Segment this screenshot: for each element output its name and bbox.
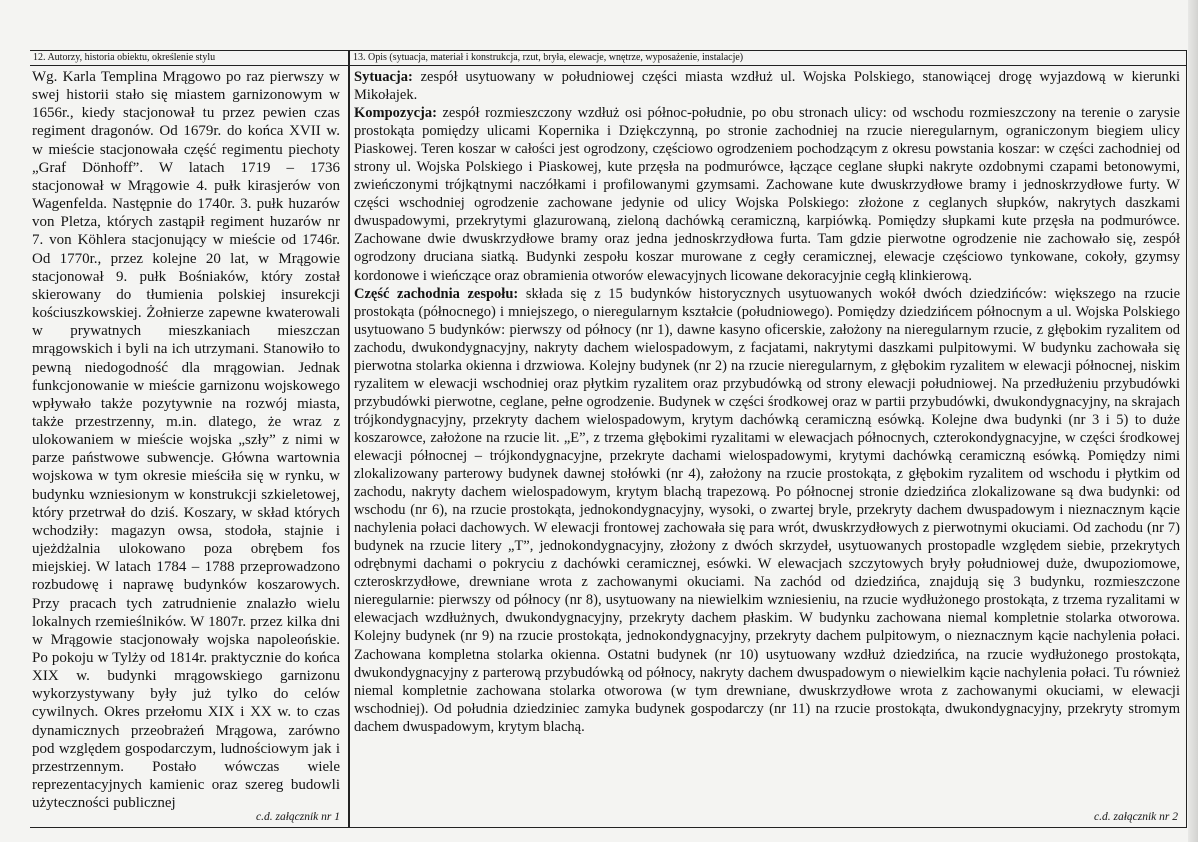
scan-edge-shadow [1188, 0, 1198, 842]
sytuacja-paragraph [354, 68, 1180, 104]
history-section-header: 12. Autorzy, historia obiektu, określenie stylu [30, 51, 348, 66]
description-section-header: 13. Opis (sytuacja, materiał i konstrukcja, rzut, bryła, elewacje, wnętrze, wyposażenie, instalacje) [350, 51, 1186, 66]
kompozycja-label: Kompozycja: [354, 105, 437, 122]
form-sheet [30, 50, 1187, 828]
kompozycja-text: zespół rozmieszczony wzdłuż osi północ-południe, po obu stronach ulicy: od wschodu rozmieszczony na terenie o zarysie prostokąta pomiędzy ulicami Kopernika i Dziękczynną, po stronie zachodniej na rzucie nieregularnym, ograniczonym biegiem ulicy Piaskowej. Teren koszar w całości jest ogrodzony, częściowo ogrodzeniem pochodzącym z okresu powstania koszar: w części zachodniej od strony ul. Wojska Polskiego i Piaskowej, kute przęsła na podmurówce, łączące ceglane słupki nakryte ozdobnymi czapami betonowymi, zwieńczonymi trójkątnymi naczółkami i profilowanymi gzymsami. Zachowane kute dwuskrzydłowe bramy i jednoskrzydłowe furty. W części wschodniej ogrodzenie zachowane jedynie od ulicy Wojska Polskiego: złożone z ceglanych słupków, nakrytych daszkami dwuspadowymi, przekrytymi glazurowaną, zieloną dachówką ceramiczną, karpiówką. Pomiędzy słupkami kute przęsła na podmurówce. Zachowane dwie dwuskrzydłowe bramy oraz jedna jednoskrzydłowa furta. Tam gdzie pierwotne ogrodzenie nie zachowało się, zespół ogrodzony druciana siatką. Budynki zespołu koszar murowane z cegły ceramicznej, elewacje częściowo tynkowane, cokoły, gzymsy kordonowe i wieńczące oraz obramienia otworów elewacyjnych licowane dekoracyjnie cegłą klinkierową. [354, 105, 1180, 284]
history-text: Wg. Karla Templina Mrągowo po raz pierwszy w swej historii stało się miastem garnizonowym w 1656r., kiedy stacjonował tu przez pewien czas regiment dragonów. Od 1679r. do końca XVII w. w mieście stacjonowała część regimentu piechoty „Graf Dönhoff”. W latach 1719 – 1736 stacjonował w Mrągowie 4. pułk kirasjerów von Wagenfelda. Następnie do 1740r. 3. pułk huzarów von Pletza, których zastąpił regiment huzarów nr 7. von Köhlera stacjonujący w mieście od 1746r. Od 1770r., przez kolejne 20 lat, w Mrągowie stacjonował 9. pułk Bośniaków, który został skierowany do tłumienia polskiej insurekcji kościuszkowskiej. Żołnierze zapewne kwaterowali w prywatnych mieszkaniach mieszczan mrągowskich i byli na ich utrzymani. Stanowiło to pewną niedogodność dla mrągowian. Jednak funkcjonowanie w mieście garnizonu wojskowego wpływało także pozytywnie na rozwój miasta, także przestrzenny, m.in. dlatego, że wraz z ulokowaniem w mieście wojska „szły” z nimi w parze państwowe subwencje. Główna wartownia wojskowa w tym okresie mieściła się w rynku, w budynku wzniesionym w konstrukcji szkieletowej, który przetrwał do dziś. Koszary, w skład których wchodziły: magazyn owsa, stodoła, stajnie i ujeżdżalnia ulokowano poza obrębem fos miejskiej. W latach 1784 – 1788 przeprowadzono rozbudowę i naprawę budynków koszarowych. Przy pracach tych zatrudnienie znalazło wielu lokalnych rzemieślników. W 1807r. przez kilka dni w Mrągowie stacjonowały wojska napoleońskie. Po pokoju w Tylży od 1814r. praktycznie do końca XIX w. budynki mrągowskiego garnizonu wykorzystywany były już tylko do celów cywilnych. Okres przełomu XIX i XX w. to czas dynamicznych przeobrażeń Mrągowa, zarówno pod względem gospodarczym, ludnościowym jak i przestrzennym. Postało wówczas wiele reprezentacyjnych kamienic oraz szereg budowli użyteczności publicznej [32, 69, 340, 812]
sytuacja-text: zespół usytuowany w południowej części miasta wzdłuż ul. Wojska Polskiego, stanowiącej drogę wyjazdową w kierunki Mikołajek. [354, 69, 1180, 104]
zachodnia-label: Część zachodnia zespołu: [354, 285, 519, 302]
description-column [350, 51, 1186, 827]
zachodnia-text: składa się z 15 budynków historycznych usytuowanych wokół dwóch dziedzińców: większego na rzucie prostokąta (północnego) i mniejszego, o nieregularnym kształcie (południowego). Pomiędzy dziedzińcem północnym a ul. Wojska Polskiego usytuowano 5 budynków: pierwszy od północy (nr 1), dawne kasyno oficerskie, założony na nieregularnym rzucie, z głębokim ryzalitem od zachodu, dwukondygnacyjny, nakryty dachem wielospadowym, z facjatami, nakrytymi daszkami pulpitowymi. W budynku zachowała się pierwotna stolarka okienna i drzwiowa. Kolejny budynek (nr 2) na rzucie nieregularnym, z głębokim ryzalitem w elewacji północnej, niskim ryzalitem w elewacji wschodniej oraz płytkim ryzalitem oraz przybudówką od strony elewacji południowej. Na przedłużeniu przybudówki przybudówki pierwotne, ceglane, pełne ogrodzenie. Budynek w części środkowej oraz w partii przybudówki, dwukondygnacyjny, na skrajach trójkondygnacyjny, przekryty dachem wielospadowym, krytym dachówką ceramiczną esówką. Kolejne dwa budynki (nr 3 i 5) to duże koszarowce, założone na rzucie lit. „E”, z trzema głębokimi ryzalitami w elewacjach północnych, czterokondygnacyjne, w części środkowej elewacji północnej – trójkondygnacyjne, przekryte dachami wielospadowymi, krytymi dachówką ceramiczną esówką. Pomiędzy nimi zlokalizowany parterowy budynek dawnej stołówki (nr 4), założony na rzucie prostokąta, z głębokim ryzalitem od wschodu i płytkim od zachodu, nakryty dachem wielospadowym, krytym blachą trapezową. Po północnej stronie dziedzińca zlokalizowane są dwa budynki: od wschodu (nr 6), na rzucie prostokąta, jednokondygnacyjny, wysoki, o zwartej bryle, przekryty dachem dwuspadowym i nieznacznym kącie nachylenia połaci dachowych. W elewacji frontowej zachowała się para wrót, dwuskrzydłowych z pierwotnymi okuciami. Od zachodu (nr 7) budynek na rzucie litery „T”, jednokondygnacyjny, złożony z dwóch skrzydeł, usytuowanych prostopadle względem siebie, przekrytych odrębnymi dachami o pokryciu z dachówki ceramicznej, esówki. W elewacjach szczytowych bryły południowej duże, dwupoziomowe, czteroskrzydłowe, drewniane wrota z zachowanymi okuciami. Na zachód od dziedzińca, znajdują się 3 budynku, rozmieszczone nieregularnie: pierwszy od północy (nr 8), usytuowany na niewielkim wzniesieniu, na rzucie wydłużonego prostokąta, z trzema ryzalitami w elewacjach wzdłużnych, dwukondygnacyjny, przekryty dachem płaskim. W budynku zachowana niemal kompletnie stolarka otworowa. Kolejny budynek (nr 9) na rzucie prostokąta, jednokondygnacyjny, przekryty dachem pulpitowym, o nieznacznym kącie nachylenia połaci. Zachowana kompletna stolarka okienna. Ostatni budynek (nr 10) usytuowany wzdłuż dziedzińca, na rzucie wydłużonego prostokąta, dwukondygnacyjny z parterową przybudówką od północy, nakryty dachem dwuspadowym o niewielkim kącie nachylenia połaci. Tu również niemal kompletnie zachowana stolarka otworowa (w tym drewniane, dwuskrzydłowe wrota z zachowanymi okuciami, w elewacji wschodniej). Od południa dziedziniec zamyka budynek gospodarczy (nr 11) na rzucie prostokąta, dwukondygnacyjny, przekryty stromym dachem dwuspadowym, krytym blachą. [354, 285, 1181, 735]
history-continuation-note: c.d. załącznik nr 1 [255, 811, 340, 823]
history-column [30, 51, 350, 827]
description-continuation-note: c.d. załącznik nr 2 [1093, 811, 1178, 823]
sytuacja-label: Sytuacja: [354, 69, 413, 85]
description-text [350, 66, 1186, 736]
kompozycja-paragraph [354, 104, 1180, 284]
zachodnia-paragraph [354, 285, 1180, 736]
